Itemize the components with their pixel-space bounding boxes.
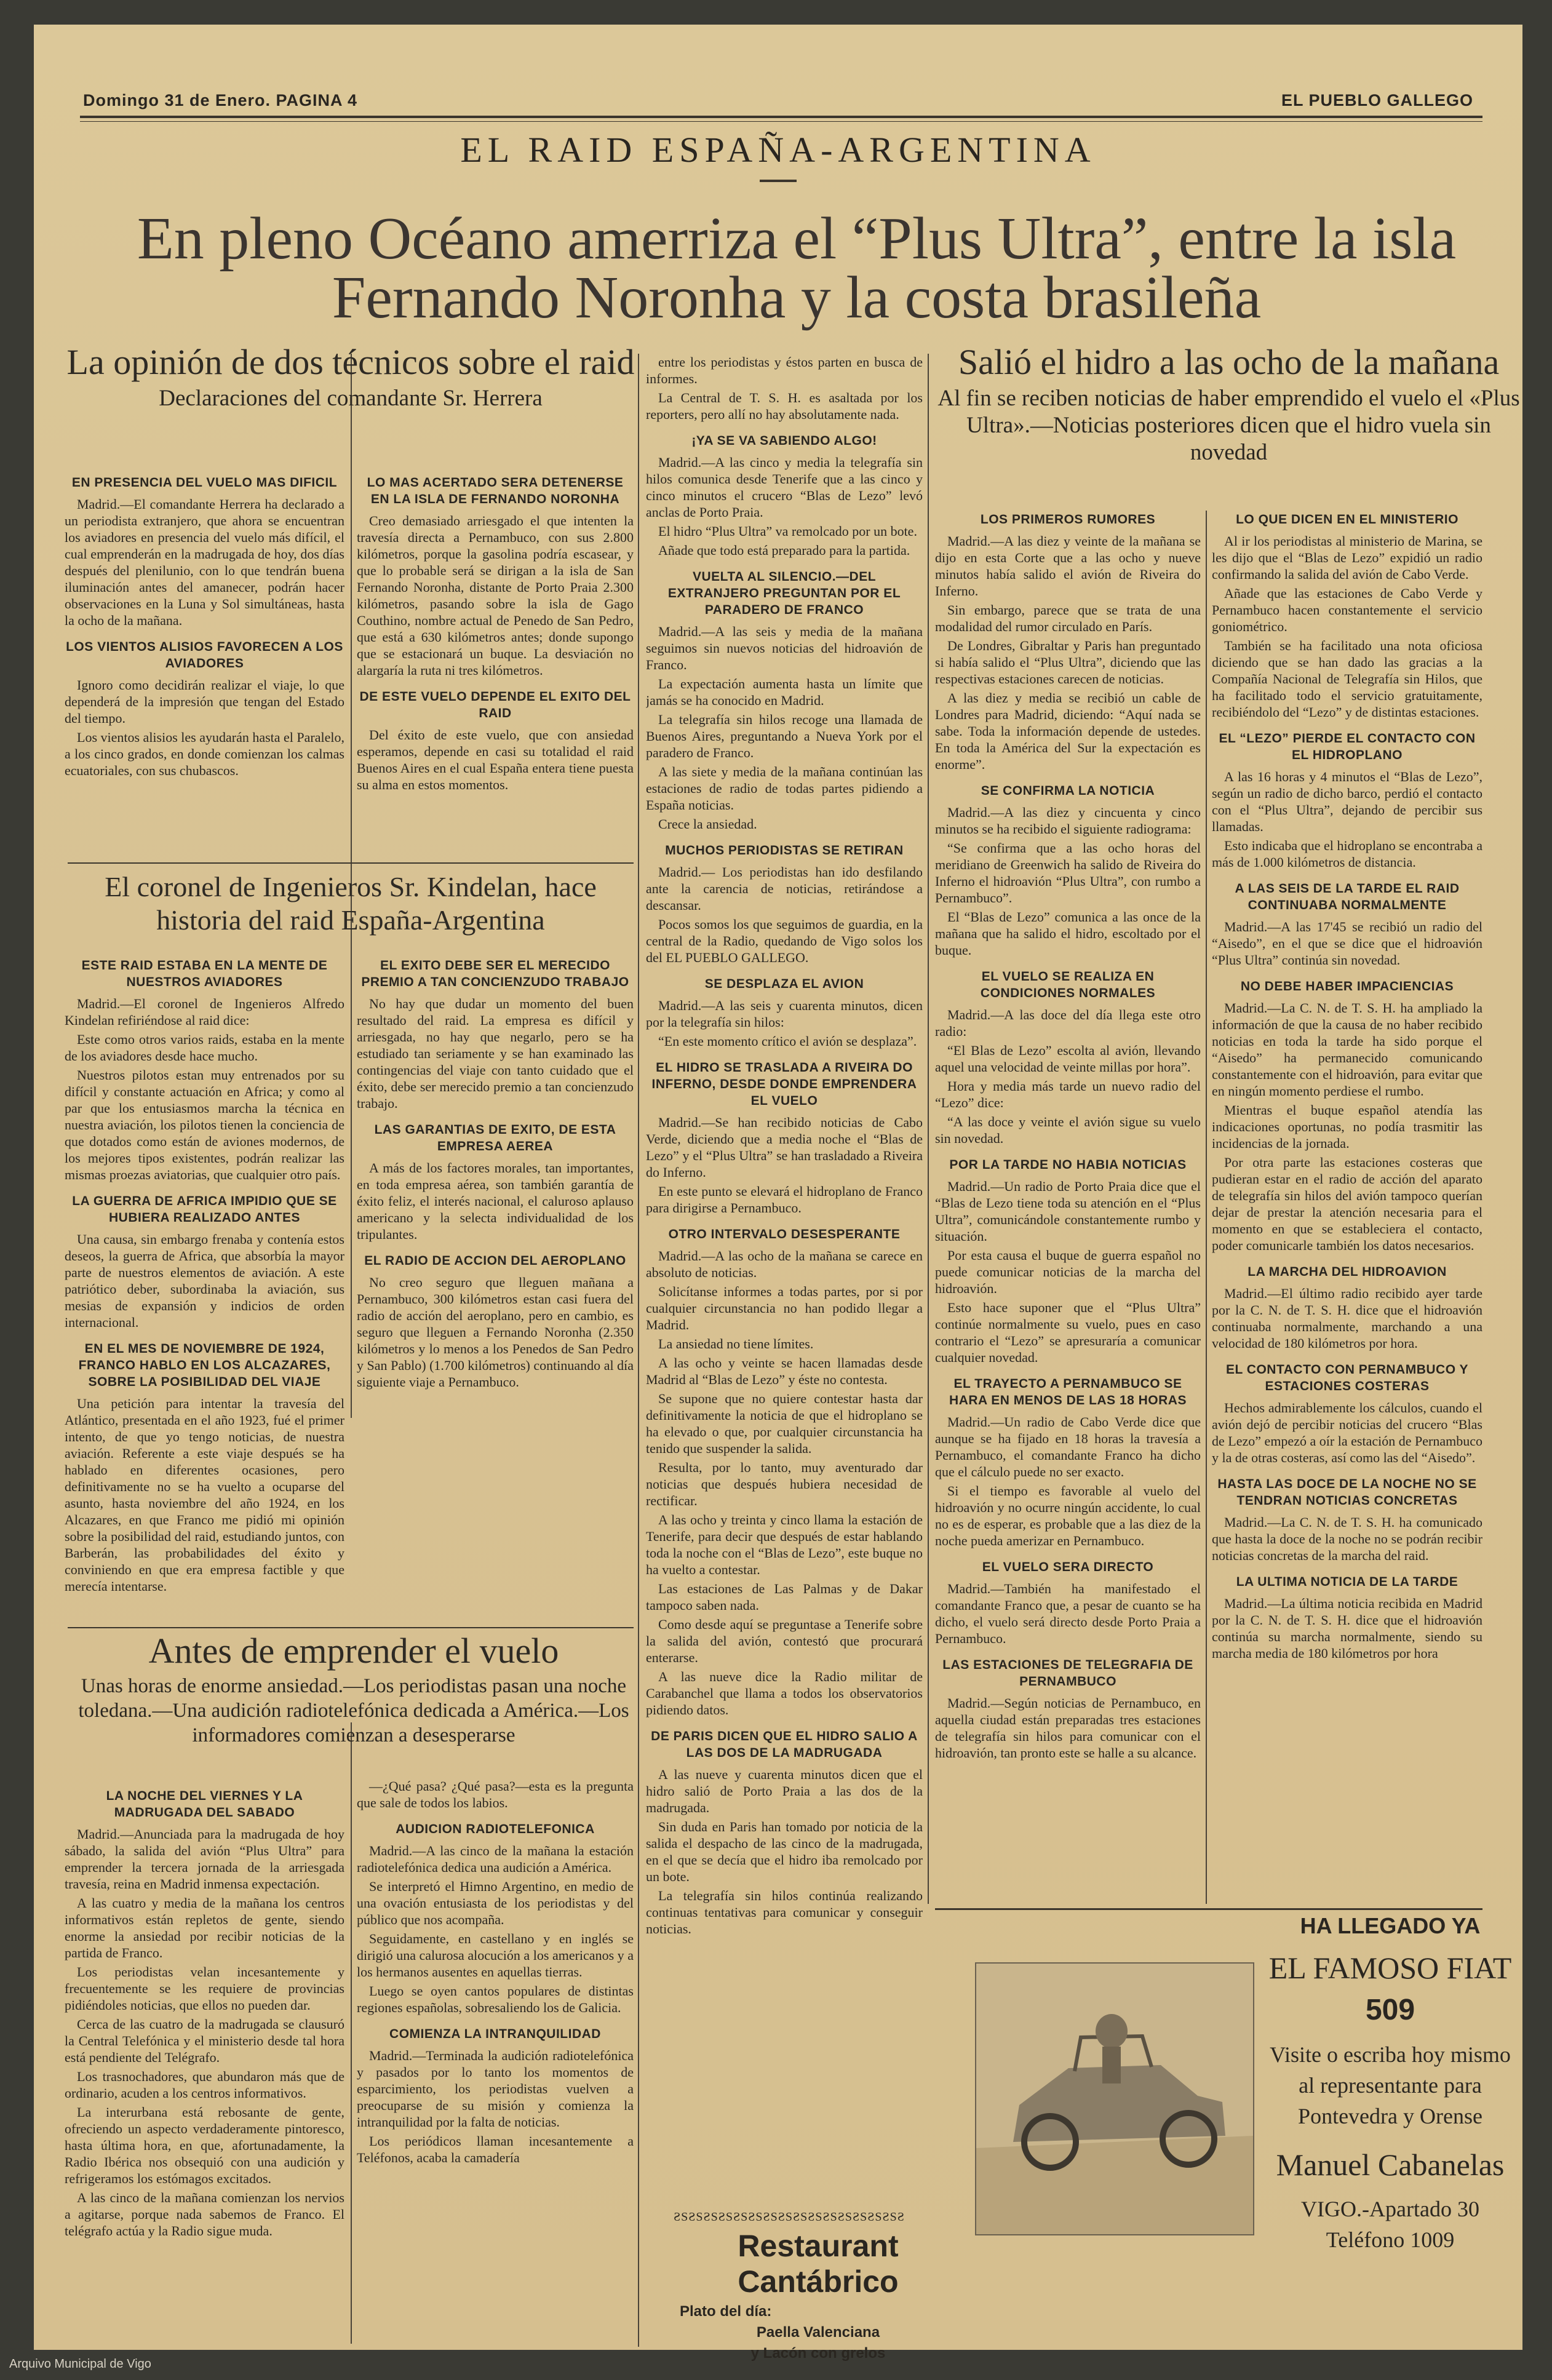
paragraph: Una petición para intentar la travesía del Atlántico, presentada en el año 1923, fué el primer intento, de que yo tengo noticias, de nuestra aviación. Referente a este viaje después se ha hablado en diferentes ocasiones, pero definitivamente no se ha vuelto a ocuparse del asunto, hasta noviembre del año 1924, en los Alcazares, en que Franco me pidió mi opinión sobre la posibilidad del raid, estudiando juntos, con Barberán, las probabilidades del éxito y conviniendo en que era empresa factible y que merecía intentarse. xyxy=(65,1396,344,1594)
paragraph: Madrid.—A las seis y cuarenta minutos, dicen por la telegrafía sin hilos: xyxy=(646,998,923,1030)
newspaper-page xyxy=(34,25,1522,2362)
restaurant-name: Restaurant Cantábrico xyxy=(738,2229,899,2299)
subheading: POR LA TARDE NO HABIA NOTICIAS xyxy=(949,1158,1187,1172)
paragraph: Al ir los periodistas al ministerio de Marina, se les dijo que el “Blas de Lezo” expidió un radio confirmando la salida del avión de Cabo Verde. xyxy=(1212,533,1482,582)
article-kindelan-head xyxy=(65,870,637,953)
paragraph: Crece la ansiedad. xyxy=(658,816,757,832)
article-separator xyxy=(68,862,634,864)
paragraph: Madrid.—El coronel de Ingenieros Alfredo Kindelan refiriéndose al raid dice: xyxy=(65,996,344,1028)
article-separator xyxy=(68,1627,634,1628)
paragraph: Por esta causa el buque de guerra español no puede comunicar noticias de la marcha del hidroavión. xyxy=(935,1248,1201,1296)
subheading: OTRO INTERVALO DESESPERANTE xyxy=(668,1227,901,1241)
ad-text: Visite o escriba hoy mismo al representante para Pontevedra y Orense xyxy=(1270,2042,1511,2128)
dish-of-day-label: Plato del día: xyxy=(680,2303,772,2320)
paragraph: A las 16 horas y 4 minutos el “Blas de Lezo”, según un radio de dicho barco, perdió el contacto con el “Plus Ultra”, dejando de percibir sus llamadas. xyxy=(1212,769,1482,834)
article-antes-col-b xyxy=(357,1778,634,2350)
dish-1: Paella Valenciana xyxy=(756,2324,880,2341)
paragraph: Sin duda en Paris han tomado por noticia de la salida el despacho de las cinco de la madrugada, en el que se decía que el hidro iba remolcado por un bote. xyxy=(646,1819,923,1884)
subheading: LA GUERRA DE AFRICA IMPIDIO QUE SE HUBIERA REALIZADO ANTES xyxy=(72,1194,337,1225)
paragraph: No creo seguro que lleguen mañana a Pernambuco, 300 kilómetros estan casi fuera del radio de acción del aeroplano, pero en cambio, es seguro que lleguen a Fernando Noronha (2.350 kilómetros y lo menos a los Penedos de San Pedro y San Pablo) (1.700 kilómetros) continuando al día siguiente viaje a Pernambuco. xyxy=(357,1275,634,1390)
article-antes-col-a xyxy=(65,1778,344,2350)
subheading: EL “LEZO” PIERDE EL CONTACTO CON EL HIDROPLANO xyxy=(1219,731,1476,762)
subheading: LA ULTIMA NOTICIA DE LA TARDE xyxy=(1236,1575,1458,1589)
paragraph: Esto hace suponer que el “Plus Ultra” continúe normalmente su vuelo, pues en caso contrario el “Lezo” se apresuraría a comunicar cualquier novedad. xyxy=(935,1300,1201,1365)
headline-line-1: En pleno Océano amerriza el “Plus Ultra”, entre la isla xyxy=(137,205,1457,272)
masthead-rule xyxy=(80,116,1482,118)
subheading: AUDICION RADIOTELEFONICA xyxy=(396,1822,595,1836)
ad-brand: EL FAMOSO FIAT xyxy=(1268,1951,1512,1985)
paragraph: Seguidamente, en castellano y en inglés se dirigió una calurosa alocución a los americanos y a los hermanos ausentes en aquellas tierras. xyxy=(357,1931,634,1980)
paragraph: Los vientos alisios les ayudarán hasta el Paralelo, a los cinco grados, en donde comienzan los calmas ecuatoriales, con sus chubascos. xyxy=(65,730,344,778)
article-salio-col xyxy=(935,501,1201,1904)
paragraph: Solicítanse informes a todas partes, por si por cualquier circunstancia no han podido llegar a Madrid. xyxy=(646,1284,923,1332)
ad-city: VIGO.-Apartado 30 xyxy=(1301,2197,1479,2221)
paragraph: Madrid.—Un radio de Porto Praia dice que el “Blas de Lezo tiene toda su atención en el “Plus Ultra”, comunicándole constantemente rumbo y situación. xyxy=(935,1179,1201,1244)
ad-phone: Teléfono 1009 xyxy=(1326,2227,1455,2252)
paragraph: Los periódicos llaman incesantemente a Teléfonos, acaba la camadería xyxy=(357,2133,634,2165)
paragraph: Madrid.—Se han recibido noticias de Cabo Verde, diciendo que a media noche el “Blas de Lezo” y el “Plus Ultra” se han trasladado a Riveira do Inferno. xyxy=(646,1115,923,1180)
article-antes-head xyxy=(77,1633,631,1769)
paragraph: Madrid.—A las cinco de la mañana la estación radiotelefónica dedica una audición a América. xyxy=(357,1843,634,1875)
paragraph: Madrid.—Según noticias de Pernambuco, en aquella ciudad están preparadas tres estaciones de telegrafía sin hilos para comunicar con el hidroavión, tan pronto este se halle a su alcance. xyxy=(935,1695,1201,1761)
paragraph: Madrid.—Terminada la audición radiotelefónica y pasados por lo tanto los momentos de esparcimiento, los periodistas vuelven a preocuparse de su misión y comienza la intranquilidad por la falta de noticias. xyxy=(357,2048,634,2130)
subheading: NO DEBE HABER IMPACIENCIAS xyxy=(1240,979,1454,993)
article-kindelan-col-a xyxy=(65,947,344,1686)
ad-separator xyxy=(935,1908,1482,1910)
column-rule xyxy=(1206,511,1207,1904)
paragraph: La expectación aumenta hasta un límite que jamás se ha conocido en Madrid. xyxy=(646,676,923,708)
subheading: EL CONTACTO CON PERNAMBUCO Y ESTACIONES COSTERAS xyxy=(1226,1363,1468,1393)
paragraph: Por otra parte las estaciones costeras que pudieran estar en el radio de acción del aparato de telegrafía sin hilos del avión tampoco querían dejar de prestar la atención necesaria para el momento en que se estableciera el contacto, poder comunicarle también los datos necesarios. xyxy=(1212,1155,1482,1253)
paragraph: Madrid.—A las diez y cincuenta y cinco minutos se ha recibido el siguiente radiograma: xyxy=(935,805,1201,837)
paragraph: Los periodistas velan incesantemente y frecuentemente se les requiere de provincias pidiéndoles noticias, que ellos no pueden dar. xyxy=(65,1964,344,2013)
masthead-paper-name: EL PUEBLO GALLEGO xyxy=(1281,91,1473,109)
article-tecnicos-col-b xyxy=(357,464,634,858)
subheading: LA NOCHE DEL VIERNES Y LA MADRUGADA DEL SABADO xyxy=(106,1789,303,1820)
subheading: SE CONFIRMA LA NOTICIA xyxy=(981,784,1155,798)
paragraph: Las estaciones de Las Palmas y de Dakar tampoco saben nada. xyxy=(646,1581,923,1613)
column-rule xyxy=(638,354,639,2347)
subheading: LAS ESTACIONES DE TELEGRAFIA DE PERNAMBUCO xyxy=(942,1658,1193,1689)
paragraph: entre los periodistas y éstos parten en busca de informes. xyxy=(646,354,923,386)
paragraph: La telegrafía sin hilos recoge una llamada de Buenos Aires, preguntando a Nueva York por el paradero de Franco. xyxy=(646,712,923,760)
paragraph: A las nueve y cuarenta minutos dicen que el hidro salió de Porto Praia a las dos de la madrugada. xyxy=(646,1767,923,1815)
paragraph: Sin embargo, parece que se trata de una modalidad del rumor circulado en París. xyxy=(935,602,1201,634)
masthead-rule-thin xyxy=(80,121,1482,122)
masthead-date: Domingo 31 de Enero. PAGINA 4 xyxy=(83,91,358,109)
subheading: EL RADIO DE ACCION DEL AEROPLANO xyxy=(364,1254,626,1268)
ad-kicker: HA LLEGADO YA xyxy=(1300,1913,1481,1938)
column-3 xyxy=(646,354,923,2199)
paragraph: Hechos admirablemente los cálculos, cuando el avión dejó de percibir noticias del crucero “Blas de Lezo” empezó a oír la estación de Pernambuco y la de otras costeras, así como las del “Aisedo”. xyxy=(1212,1400,1482,1465)
paragraph: Madrid.—A las seis y media de la mañana seguimos sin nuevos noticias del hidroavión de Franco. xyxy=(646,624,923,672)
paragraph: Una causa, sin embargo frenaba y contenía estos deseos, la guerra de Africa, que absorbía la mayor parte de nuestros elementos de aviación. A este patriótico deber, subordinaba la aviación, sus mesias de expansión y indicios de orden internacional. xyxy=(65,1232,344,1330)
paragraph: Madrid.—El comandante Herrera ha declarado a un periodista extranjero, que ahora se encuentran los aviadores en presencia del vuelo más difícil, el cual emprenderán en la madrugada de hoy, dos días después del plenilunio, con lo que tendrán buena iluminación antes del amanecer, podrán hacer observaciones en la Luna y Sol simultáneas, hasta la ocho de la mañana. xyxy=(65,496,344,628)
paragraph: Ignoro como decidirán realizar el viaje, lo que dependerá de la impresión que tengan del Estado del tiempo. xyxy=(65,677,344,726)
paragraph: Si el tiempo es favorable al vuelo del hidroavión y no ocurre ningún accidente, lo cual no es de esperar, es probable que a las diez de la noche pueda amerizar en Pernambuco. xyxy=(935,1483,1201,1548)
article-tecnicos-col-a xyxy=(65,464,344,858)
paragraph: Esto indicaba que el hidroplano se encontraba a más de 1.000 kilómetros de distancia. xyxy=(1212,838,1482,870)
subheading: A LAS SEIS DE LA TARDE EL RAID CONTINUABA NORMALMENTE xyxy=(1235,882,1460,912)
paragraph: “El Blas de Lezo” escolta al avión, llevando aquel una velocidad de veinte millas por hora”. xyxy=(935,1043,1201,1075)
paragraph: En este punto se elevará el hidroplano de Franco para dirigirse a Pernambuco. xyxy=(646,1184,923,1216)
paragraph: Nuestros pilotos estan muy entrenados por su difícil y constante actuación en Africa; y como al par que los entusiasmos marcha la técnica en nuestra aviación, los pilotos tienen la conciencia de que dotados como están de aviones modernos, de los mejores tipos existentes, podrán realizar las mismas proezas aviatorias, que cualquier otro país. xyxy=(65,1067,344,1182)
column-rule xyxy=(928,354,929,1904)
paragraph: Luego se oyen cantos populares de distintas regiones españolas, sobresaliendo los de Galicia. xyxy=(357,1983,634,2015)
paragraph: Hora y media más tarde un nuevo radio del “Lezo” dice: xyxy=(935,1078,1201,1110)
paragraph: Madrid.—A las cinco y media la telegrafía sin hilos comunica desde Tenerife que a las cinco y cinco minutos el crucero “Blas de Lezo” levó anclas de Porto Praia. xyxy=(646,455,923,520)
paragraph: A las cuatro y media de la mañana los centros informativos están repletos de gente, siendo enorme la ansiedad por recibir noticias de la partida de Franco. xyxy=(65,1895,344,1960)
main-headline xyxy=(58,205,1535,331)
kicker-ornament xyxy=(760,180,797,182)
subheading: LOS VIENTOS ALISIOS FAVORECEN A LOS AVIADORES xyxy=(66,640,343,671)
paragraph: Madrid.— Los periodistas han ido desfilando ante la carencia de noticias, retirándose a descansar. xyxy=(646,864,923,913)
article-deck: Declaraciones del comandante Sr. Herrera xyxy=(159,386,543,411)
subheading: COMIENZA LA INTRANQUILIDAD xyxy=(389,2027,601,2041)
article-title: El coronel de Ingenieros Sr. Kindelan, hace historia del raid España-Argentina xyxy=(105,871,597,936)
column-6 xyxy=(1212,501,1482,1904)
paragraph: Pocos somos los que seguimos de guardia, en la central de la Radio, quedando de Vigo solos los del EL PUEBLO GALLEGO. xyxy=(646,917,923,965)
paragraph: Como desde aquí se preguntase a Tenerife sobre la salida del avión, contestó que procurará enterarse. xyxy=(646,1617,923,1665)
paragraph: A más de los factores morales, tan importantes, en toda empresa aérea, son también garantía de éxito feliz, el interés nacional, el caluroso aplauso americano y la selecta individualidad de los tripulantes. xyxy=(357,1160,634,1242)
fiat-ad xyxy=(975,1913,1522,2338)
paragraph: El “Blas de Lezo” comunica a las once de la mañana que ha salido el hidro, escoltado por el buque. xyxy=(935,909,1201,958)
paragraph: También se ha facilitado una nota oficiosa diciendo que se han dado las gracias a la Compañía Nacional de Telegrafía sin Hilos, que ha facilitado todo el servicio gratuitamente, recibiéndolo del “Lezo” y de distintas estaciones. xyxy=(1212,638,1482,720)
paragraph: Se supone que no quiere contestar hasta dar definitivamente la noticia de que el hidroplano se ha elevado o que, por cualquier circunstancia ha tenido que suspender la salida. xyxy=(646,1391,923,1456)
article-salio-head xyxy=(935,344,1522,504)
paragraph: —¿Qué pasa? ¿Qué pasa?—esta es la pregunta que sale de todos los labios. xyxy=(357,1778,634,1810)
paragraph: Madrid.—La C. N. de T. S. H. ha comunicado que hasta la doce de la noche no se podrán recibir noticias concretas de la marcha del raid. xyxy=(1212,1514,1482,1563)
paragraph: Los trasnochadores, que abundaron más que de ordinario, acuden a los centros informativos. xyxy=(65,2069,344,2101)
paragraph: A las nueve dice la Radio militar de Carabanchel que llama a todos los observatorios pidiendo datos. xyxy=(646,1669,923,1717)
subheading: SE DESPLAZA EL AVION xyxy=(704,977,864,991)
paragraph: Añade que todo está preparado para la partida. xyxy=(658,543,910,558)
subheading: ESTE RAID ESTABA EN LA MENTE DE NUESTROS AVIADORES xyxy=(81,958,328,989)
headline-line-2: Fernando Noronha y la costa brasileña xyxy=(332,265,1262,331)
article-title: La opinión de dos técnicos sobre el raid xyxy=(66,344,635,382)
subheading: ¡YA SE VA SABIENDO ALGO! xyxy=(691,434,877,448)
paragraph: “Se confirma que a las ocho horas del meridiano de Greenwich ha salido de Riveira do Inferno el hidroavión “Plus Ultra”, con rumbo a Pernambuco”. xyxy=(935,840,1201,905)
subheading: MUCHOS PERIODISTAS SE RETIRAN xyxy=(665,843,904,858)
paragraph: No hay que dudar un momento del buen resultado del raid. La empresa es difícil y arriesgada, no hay que negarlo, pero se ha estudiado tan seriamente y se han examinado las contingencias del viaje con tanto cuidado que el éxito, debe ser merecido premio a tan concienzudo trabajo. xyxy=(357,996,634,1111)
article-kindelan-col-b xyxy=(357,947,634,1686)
paragraph: La ansiedad no tiene límites. xyxy=(658,1336,814,1351)
paragraph: La interurbana está rebosante de gente, ofreciendo un aspecto verdaderamente pintoresco, hasta última hora, en que, afortunadamente, la Radio Ibérica nos obsequió con una audición y refrigeramos los estómagos excitados. xyxy=(65,2104,344,2186)
paragraph: Mientras el buque español atendía las indicaciones oportunas, no podía trasmitir las incidencias de la jornada. xyxy=(1212,1102,1482,1151)
paragraph: A las siete y media de la mañana continúan las estaciones de radio de todas partes pidiendo a España noticias. xyxy=(646,764,923,813)
paragraph: A las diez y media se recibió un cable de Londres para Madrid, diciendo: “Aquí nada se sabe. Toda la información depende de ustedes. En toda la América del Sur la expectación es enorme”. xyxy=(935,690,1201,772)
paragraph: Madrid.—La C. N. de T. S. H. ha ampliado la información de que la causa de no haber recibido noticias en toda la tarde ha sido porque el “Aisedo” ha permanecido comunicando constantemente con el hidroavión, para evitar que en ningún momento perdiese el rumbo. xyxy=(1212,1000,1482,1099)
car-photo xyxy=(975,1962,1254,2235)
paragraph: El hidro “Plus Ultra” va remolcado por un bote. xyxy=(658,523,917,539)
subheading: LAS GARANTIAS DE EXITO, DE ESTA EMPRESA AEREA xyxy=(374,1123,616,1153)
paragraph: Se interpretó el Himno Argentino, en medio de una ovación entusiasta de los periodistas y del público que nos acompaña. xyxy=(357,1879,634,1927)
paragraph: Madrid.—También ha manifestado el comandante Franco que, a pesar de cuanto se ha dicho, el vuelo será directo desde Porto Praia a Pernambuco. xyxy=(935,1581,1201,1646)
subheading: LO QUE DICEN EN EL MINISTERIO xyxy=(1236,512,1458,527)
paragraph: Madrid.—A las doce del día llega este otro radio: xyxy=(935,1007,1201,1039)
article-title: Antes de emprender el vuelo xyxy=(148,1633,559,1671)
column-rule xyxy=(351,1722,352,2344)
paragraph: Este como otros varios raids, estaba en la mente de los aviadores desde hace mucho. xyxy=(65,1032,344,1064)
paragraph: La Central de T. S. H. es asaltada por los reporters, pero allí no hay absolutamente nada. xyxy=(646,390,923,422)
subheading: EL VUELO SERA DIRECTO xyxy=(982,1560,1154,1574)
subheading: HASTA LAS DOCE DE LA NOCHE NO SE TENDRAN NOTICIAS CONCRETAS xyxy=(1217,1477,1477,1508)
paragraph: Madrid.—Anunciada para la madrugada de hoy sábado, la salida del avión “Plus Ultra” para emprender la tercera jornada de la arriesgada travesía, reina en Madrid inmensa expectación. xyxy=(65,1826,344,1892)
subheading: EL TRAYECTO A PERNAMBUCO SE HARA EN MENOS DE LAS 18 HORAS xyxy=(949,1377,1187,1407)
subheading: EL VUELO SE REALIZA EN CONDICIONES NORMALES xyxy=(980,969,1156,1000)
subheading: LO MAS ACERTADO SERA DETENERSE EN LA ISLA DE FERNANDO NORONHA xyxy=(367,476,624,506)
ad-model: 509 xyxy=(1365,1994,1415,2026)
paragraph: De Londres, Gibraltar y Paris han preguntado si había salido el “Plus Ultra”, diciendo que las respectivas estaciones carecen de noticias. xyxy=(935,638,1201,687)
paragraph: La telegrafía sin hilos continúa realizando continuas tentativas para comunicar y conseguir noticias. xyxy=(646,1888,923,1936)
paragraph: Madrid.—El último radio recibido ayer tarde por la C. N. de T. S. H. dice que el hidroavión continuaba normalmente, marchando a una velocidad de 180 kilómetros por hora. xyxy=(1212,1286,1482,1351)
paragraph: A las ocho y veinte se hacen llamadas desde Madrid al “Blas de Lezo” y éste no contesta. xyxy=(646,1355,923,1387)
paragraph: Madrid.—A las ocho de la mañana se carece en absoluto de noticias. xyxy=(646,1248,923,1280)
subheading: EL EXITO DEBE SER EL MERECIDO PREMIO A TAN CONCIENZUDO TRABAJO xyxy=(361,958,629,989)
section-kicker: EL RAID ESPAÑA-ARGENTINA xyxy=(460,130,1096,170)
paragraph: Creo demasiado arriesgado el que intenten la travesía directa a Pernambuco, con sus 2.800 kilómetros, porque la gasolina podría escasear, y que lo probable será se dirigan a la isla de San Fernando Noronha, distante de Porto Praia 2.300 kilómetros, pasando sobre la isla de Gago Couthino, nombre actual de Penedo de San Pedro, que está a 630 kilómetros antes; donde supongo que se estacionará un buque. La desviación no alargaría la ruta ni tres kilómetros. xyxy=(357,513,634,678)
subheading: DE ESTE VUELO DEPENDE EL EXITO DEL RAID xyxy=(359,690,631,720)
paragraph: A las cinco de la mañana comienzan los nervios a agitarse, porque nada sabemos de Franco. El telégrafo actúa y la Radio sigue muda. xyxy=(65,2190,344,2239)
subheading: EL HIDRO SE TRASLADA A RIVEIRA DO INFERNO, DESDE DONDE EMPRENDERA EL VUELO xyxy=(651,1061,917,1108)
paragraph: “En este momento crítico el avión se desplaza”. xyxy=(658,1033,917,1049)
subheading: LA MARCHA DEL HIDROAVION xyxy=(1248,1265,1447,1279)
paragraph: Madrid.—Un radio de Cabo Verde dice que aunque se ha fijado en 18 horas la travesía a Pernambuco, el comandante Franco ha dicho que el cálculo puede no ser exacto. xyxy=(935,1414,1201,1479)
subheading: LOS PRIMEROS RUMORES xyxy=(980,512,1156,527)
subheading: EN EL MES DE NOVIEMBRE DE 1924, FRANCO HABLO EN LOS ALCAZARES, SOBRE LA POSIBILIDAD DEL VIAJE xyxy=(78,1342,331,1389)
paragraph: Del éxito de este vuelo, que con ansiedad esperamos, depende en casi su totalidad el raid Buenos Aires en el cual España entera tiene puesta su alma en estos momentos. xyxy=(357,727,634,792)
article-title: Salió el hidro a las ocho de la mañana xyxy=(958,344,1500,382)
subheading: VUELTA AL SILENCIO.—DEL EXTRANJERO PREGUNTAN POR EL PARADERO DE FRANCO xyxy=(667,570,901,617)
paragraph: Madrid.—A las diez y veinte de la mañana se dijo en esta Corte que a las ocho y nueve minutos había salido el avión de Riveira do Inferno. xyxy=(935,533,1201,599)
paragraph: Madrid.—A las 17'45 se recibió un radio del “Aisedo”, en el que se dice que el hidroavión “Plus Ultra” continúa sin novedad. xyxy=(1212,919,1482,968)
article-deck: Unas horas de enorme ansiedad.—Los periodistas pasan una noche toledana.—Una audición radiotelefónica dedicada a América.—Los informadores comienzan a desesperarse xyxy=(78,1675,629,1746)
paragraph: Cerca de las cuatro de la madrugada se clausuró la Central Telefónica y el ministerio desde tal hora está pendiente del Telégrafo. xyxy=(65,2016,344,2065)
subheading: EN PRESENCIA DEL VUELO MAS DIFICIL xyxy=(71,476,338,490)
paragraph: “A las doce y veinte el avión sigue su vuelo sin novedad. xyxy=(935,1114,1201,1146)
archive-watermark: Arquivo Municipal de Vigo xyxy=(9,2357,151,2371)
paragraph: A las ocho y treinta y cinco llama la estación de Tenerife, para decir que después de estar hablando toda la noche con el “Blas de Lezo”, este buque no ha vuelto a contestar. xyxy=(646,1512,923,1577)
restaurant-ad xyxy=(674,2210,963,2362)
subheading: DE PARIS DICEN QUE EL HIDRO SALIO A LAS DOS DE LA MADRUGADA xyxy=(651,1729,918,1760)
dish-2: y Lacón con grelos xyxy=(750,2345,886,2362)
paragraph: Añade que las estaciones de Cabo Verde y Pernambuco hacen constantemente el servicio goniométrico. xyxy=(1212,586,1482,634)
ad-dealer-name: Manuel Cabanelas xyxy=(1276,2147,1505,2182)
ad-border-pattern: ƧSƧSƧSƧSƧSƧSƧSƧSƧSƧSƧSƧSƧSƧSƧSƧ xyxy=(674,2210,905,2224)
article-deck: Al fin se reciben noticias de haber emprendido el vuelo el «Plus Ultra».—Noticias posteriores dicen que el hidro vuela sin novedad xyxy=(937,386,1520,465)
paragraph: Madrid.—La última noticia recibida en Madrid por la C. N. de T. S. H. dice que el hidroavión continúa su marcha normalmente, siendo su marcha media de 180 kilómetros por hora xyxy=(1212,1596,1482,1661)
paragraph: Resulta, por lo tanto, muy aventurado dar noticias que después hubiera necesidad de rectificar. xyxy=(646,1460,923,1508)
